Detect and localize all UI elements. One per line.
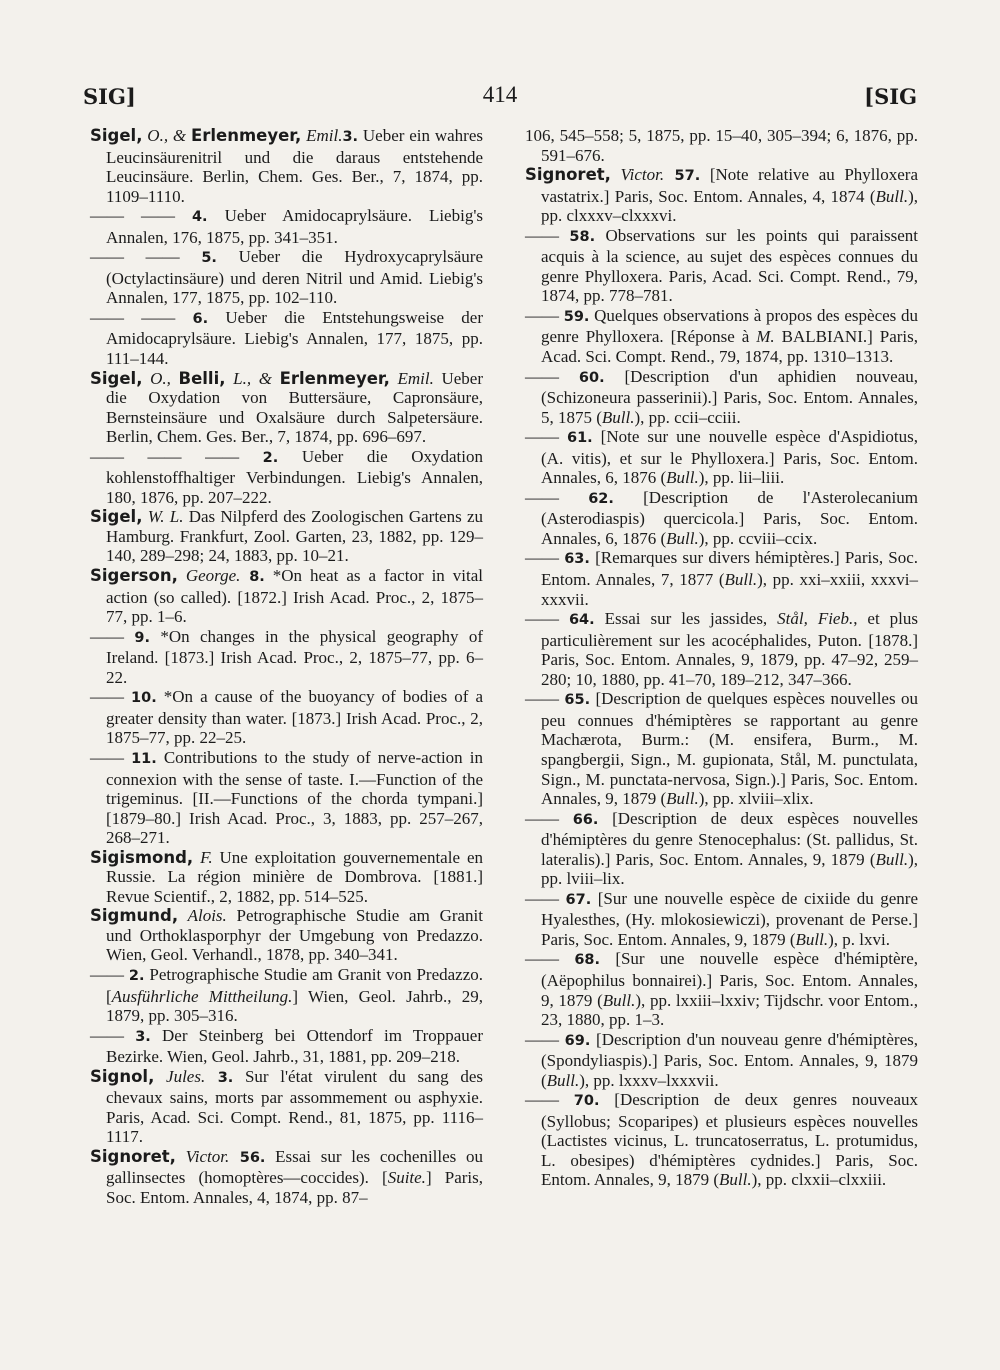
entry-text: 106, 545–558; 5, 1875, pp. 15–40, 305–394; 6, 1876, pp. 591–676.: [525, 126, 918, 165]
entry-italic: Stål, Fieb.: [777, 609, 854, 629]
author-name: Erlenmeyer,: [190, 126, 302, 145]
bibliography-entry: [525, 609, 918, 689]
entry-number: 60.: [578, 369, 605, 386]
entry-text: Petrographische Studie am Granit und Orthoklasporphyr der Umgebung von Predazzo. Wien, Geol. Verhandl., 1878, pp. 340–341.: [106, 906, 483, 965]
author-name: Signoret,: [525, 165, 611, 185]
author-name: Sigmund,: [90, 906, 179, 926]
entry-text: Essai sur les jassides,: [594, 609, 778, 629]
author-name: Sigismond,: [90, 847, 194, 867]
entry-text: [Description de deux genres nouveaux (Syllobus; Scoparipes) et plusieurs espèces nouvelles (Lactistes vicinus, L. truncatoserratus, L. protumidus, L. obesipes) d'hémiptères cydnides.] Paris, Soc. Entom. Annales, 9, 1879 (: [541, 1090, 918, 1190]
entry-number: 64.: [568, 612, 595, 629]
entry-text: *On changes in the physical geography of Ireland. [1873.] Irish Acad. Proc., 2, 1875–77, pp. 6–22.: [106, 626, 484, 687]
bibliography-entry: [90, 965, 483, 1026]
entry-number: 8.: [240, 569, 265, 586]
entry-text: [Remarques sur divers hémiptères.] Paris, Soc. Entom. Annales, 7, 1877 (: [541, 548, 919, 590]
ditto-dash: ——: [525, 305, 564, 325]
entry-text: [Note sur une nouvelle espèce d'Aspidiotus, (A. vitis), et sur le Phylloxera.] Paris, Soc. Entom. Annales, 6, 1876 (: [541, 427, 919, 488]
entry-text: Quelques observations à propos des espèces du genre Phylloxera. [Réponse à: [541, 305, 918, 347]
entry-italic: Bull.: [546, 1070, 580, 1090]
bibliography-entry: [90, 848, 483, 907]
entry-text: Contributions to the study of nerve-action in connexion with the sense of taste. I.—Function of the trigeminus. [II.—Functions of the chorda tympani.] [1879–80.] Irish Acad. Proc., 3, 1883, pp. 257–267, 268–271.: [106, 747, 483, 848]
entry-number: 2.: [262, 449, 279, 466]
entry-italic: Bull.: [875, 186, 909, 206]
author-given-name: O.,: [142, 368, 179, 388]
ditto-dash: ——: [525, 689, 565, 709]
bibliography-entry: [525, 427, 918, 488]
entry-text: [Sur une nouvelle espèce de cixiide du genre Hyalesthes, (Hy. mlokosiewiczi), provenant de Perse.] Paris, Soc. Entom. Annales, 9, 1879 (: [541, 888, 919, 949]
bibliography-entry: [525, 488, 918, 549]
ditto-dash: ——: [90, 626, 135, 646]
entry-number: 58.: [569, 228, 596, 245]
ditto-dash: ——: [525, 548, 565, 568]
entry-text: ), pp. ccviii–ccix.: [698, 528, 818, 548]
bibliography-entry: [525, 1030, 918, 1091]
ditto-dash: ——: [525, 949, 575, 969]
entry-italic: Bull.: [602, 990, 636, 1010]
bibliography-entry: [525, 226, 918, 306]
entry-text: ), pp. xlviii–xlix.: [698, 789, 814, 809]
bibliography-entry: [525, 1090, 918, 1190]
right-column: [525, 126, 918, 1190]
bibliography-entry: [90, 566, 483, 627]
author-given-name: Emil.: [301, 126, 343, 145]
entry-text: ), pp. lviii–lix.: [541, 849, 918, 889]
bibliography-entry: [90, 308, 483, 369]
entry-italic: Suite.: [387, 1168, 426, 1188]
entry-text: ), pp. ccii–cciii.: [634, 407, 741, 427]
ditto-dash: ——: [90, 687, 132, 707]
ditto-dash: ——: [525, 609, 569, 629]
ditto-dash: ——: [90, 747, 132, 767]
ditto-dash: ——: [525, 366, 579, 386]
entry-text: [Description de l'Asterolecanium (Asterodiaspis) quercicola.] Paris, Soc. Entom. Annales, 6, 1876 (: [541, 487, 918, 548]
entry-number: 5.: [201, 250, 217, 267]
bibliography-entry: [90, 1026, 483, 1067]
bibliography-entry: [525, 548, 918, 609]
ditto-dash: —— ——: [90, 247, 202, 267]
entry-text: [Description de deux espèces nouvelles d'hémiptères du genre Stenocephalus: (St. pallidus, St. lateralis).] Paris, Soc. Entom. Annales, 9, 1879 (: [541, 808, 918, 869]
bibliography-entry: [90, 687, 483, 748]
entry-number: 62.: [588, 490, 614, 507]
bibliography-entry: [90, 1067, 483, 1147]
entry-text: Observations sur les points qui paraissent acquis à la science, au sujet des espèces connues du genre Phylloxera. Paris, Acad. Sci. Compt. Rend., 79, 1874, pp. 778–781.: [541, 225, 918, 306]
entry-text: Der Steinberg bei Ottendorf im Troppauer Bezirke. Wien, Geol. Jahrb., 31, 1881, pp. 209–218.: [106, 1025, 484, 1067]
ditto-dash: ——: [525, 427, 567, 447]
entry-text: [Description d'un nouveau genre d'hémiptères, (Spondyliaspis).] Paris, Soc. Entom. Annales, 9, 1879 (: [541, 1029, 918, 1090]
entry-number: 3.: [342, 129, 359, 145]
author-given-name: L., &: [225, 368, 280, 388]
entry-number: 63.: [564, 551, 590, 568]
entry-text: *On heat as a factor in vital action (so called). [1872.] Irish Acad. Proc., 2, 1875–77, pp. 1–6.: [106, 566, 483, 627]
bibliography-entry: [525, 809, 918, 889]
ditto-dash: —— ——: [90, 206, 192, 226]
author-given-name: Emil.: [389, 368, 434, 388]
entry-number: 68.: [574, 952, 600, 969]
entry-number: 67.: [565, 891, 592, 908]
author-given-name: Victor.: [610, 165, 665, 185]
entry-number: 56.: [229, 1149, 266, 1166]
author-name: Signoret,: [90, 1146, 176, 1166]
running-head-left: SIG]: [83, 84, 136, 109]
entry-italic: Bull.: [666, 528, 699, 548]
entry-italic: Bull.: [795, 929, 829, 949]
entry-text: Ueber die Hydroxycaprylsäure (Octylactinsäure) und deren Nitril und Amid. Liebig's Annalen, 177, 1875, pp. 102–110.: [106, 247, 484, 308]
ditto-dash: ——: [90, 964, 129, 984]
page-number: 414: [482, 82, 518, 107]
entry-text: ), p. lxvi.: [828, 929, 890, 949]
ditto-dash: ——: [525, 487, 589, 507]
entry-number: 57.: [664, 168, 701, 185]
bibliography-entry: [525, 306, 918, 367]
bibliography-entry: [90, 507, 483, 566]
author-given-name: Alois.: [178, 906, 227, 926]
entry-text: ), pp. clxxii–clxxiii.: [751, 1170, 887, 1190]
entry-text: ] Wien, Geol. Jahrb., 29, 1879, pp. 305–316.: [106, 986, 483, 1026]
ditto-dash: ——: [525, 888, 566, 908]
left-column: [90, 126, 483, 1208]
bibliography-entry: [525, 165, 918, 226]
entry-number: 69.: [564, 1032, 591, 1049]
running-head-right: [SIG: [864, 84, 917, 109]
entry-number: 11.: [131, 750, 157, 767]
entry-number: 59.: [563, 308, 590, 325]
bibliography-entry: [90, 247, 483, 308]
entry-italic: Bull.: [666, 468, 699, 488]
entry-italic: M.: [756, 327, 775, 347]
entry-text: Ueber die Oxydation von Buttersäure, Capronsäure, Bernsteinsäure und Oxalsäure durch Salpetersäure. Berlin, Chem. Ges. Ber., 7, 1874, pp. 696–697.: [106, 368, 484, 447]
entry-text: ), pp. xxi–xxiii, xxxvi–xxxvii.: [541, 570, 919, 609]
entry-italic: Bull.: [719, 1170, 752, 1190]
bibliography-entry: [90, 447, 483, 508]
page-header: [83, 84, 917, 114]
author-given-name: Jules.: [154, 1066, 206, 1086]
entry-text: ] Paris, Soc. Entom. Annales, 4, 1874, pp. 87–: [106, 1168, 483, 1207]
ditto-dash: ——: [525, 1029, 565, 1049]
entry-text: Ueber Amidocaprylsäure. Liebig's Annalen, 176, 1875, pp. 341–351.: [106, 206, 483, 247]
ditto-dash: ——: [90, 1025, 136, 1045]
entry-italic: Bull.: [666, 789, 699, 809]
entry-number: 70.: [573, 1093, 600, 1110]
entry-text: [Note relative au Phylloxera vastatrix.] Paris, Soc. Entom. Annales, 4, 1874 (: [541, 165, 918, 206]
entry-number: 65.: [564, 692, 591, 709]
entry-text: BALBIANI.] Paris, Acad. Sci. Compt. Rend., 79, 1874, pp. 1310–1313.: [541, 327, 918, 367]
bibliography-entry: [90, 126, 483, 206]
bibliography-entry: [525, 889, 918, 950]
author-name: Sigerson,: [90, 566, 178, 586]
entry-text: , et plus particulièrement sur les acocéphalides, Puton. [1878.] Paris, Soc. Entom. Annales, 9, 1879, pp. 47–92, 259–280; 10, 1880, pp. 41–70, 189–212, 347–366.: [541, 609, 918, 689]
author-name: Sigel,: [90, 126, 143, 145]
entry-text: Essai sur les cochenilles ou gallinsectes (homoptères—coccides). [: [106, 1146, 483, 1188]
entry-number: 6.: [192, 310, 209, 327]
author-name: Sigel,: [90, 368, 143, 388]
entry-text: Sur l'état virulent du sang des chevaux sains, morts par assommement ou asphyxie. Paris, Acad. Sci. Compt. Rend., 81, 1875, pp. 1116–1117.: [106, 1066, 483, 1147]
entry-text: [Sur une nouvelle espèce d'hémiptère, (Aëpophilus bonnairei).] Paris, Soc. Entom. Annales, 9, 1879 (: [541, 949, 918, 1010]
entry-text: ), pp. lxxxv–lxxxvii.: [579, 1070, 719, 1090]
author-name: Erlenmeyer,: [279, 368, 390, 388]
bibliography-entry: [90, 369, 483, 447]
author-given-name: George.: [177, 566, 241, 586]
entry-number: 10.: [131, 690, 157, 707]
ditto-dash: —— ——: [90, 307, 193, 327]
entry-text: Petrographische Studie am Granit von Predazzo. [: [106, 964, 484, 1006]
entry-text: ), pp. lii–liii.: [698, 468, 785, 488]
entry-number: 66.: [572, 811, 599, 828]
bibliography-entry: [525, 949, 918, 1029]
entry-text: ), pp. lxxiii–lxxiv; Tijdschr. voor Entom., 23, 1880, pp. 1–3.: [541, 990, 918, 1030]
entry-text: Ueber die Oxydation kohlenstoffhaltiger Verbindungen. Liebig's Annalen, 180, 1876, pp. 207–222.: [106, 446, 483, 507]
entry-number: 2.: [128, 967, 145, 984]
bibliography-entry: [90, 627, 483, 688]
entry-text: Une exploitation gouvernementale en Russie. La région minière de Dombrova. [1881.] Revue Scientif., 2, 1882, pp. 514–525.: [106, 847, 483, 906]
bibliography-entry: [525, 126, 918, 165]
entry-text: Ueber die Entstehungsweise der Amidocaprylsäure. Liebig's Annalen, 177, 1875, pp. 111–144.: [106, 307, 484, 369]
entry-number: 61.: [567, 430, 593, 447]
ditto-dash: —— —— ——: [90, 446, 263, 466]
author-name: Sigel,: [90, 507, 143, 527]
author-given-name: O., &: [142, 126, 191, 145]
entry-text: *On a cause of the buoyancy of bodies of a greater density than water. [1873.] Irish Acad. Proc., 2, 1875–77, pp. 22–25.: [106, 687, 483, 748]
entry-number: 3.: [135, 1028, 151, 1045]
author-given-name: Victor.: [175, 1146, 230, 1166]
bibliography-entry: [90, 206, 483, 247]
bibliography-entry: [525, 689, 918, 808]
bibliography-entry: [90, 906, 483, 965]
entry-number: 9.: [134, 629, 150, 646]
entry-text: Ueber ein wahres Leucinsäurenitril und die daraus entstehende Leucinsäure. Berlin, Chem. Ges. Ber., 7, 1874, pp. 1109–1110.: [106, 126, 483, 206]
bibliography-entry: [90, 748, 483, 848]
bibliography-entry: [525, 367, 918, 428]
ditto-dash: ——: [525, 808, 573, 828]
entry-number: 3.: [205, 1069, 234, 1086]
entry-number: 4.: [191, 209, 208, 226]
ditto-dash: ——: [525, 1090, 574, 1110]
ditto-dash: ——: [525, 225, 570, 245]
author-given-name: F.: [193, 847, 213, 867]
author-name: Signol,: [90, 1066, 155, 1086]
entry-italic: Bull.: [875, 849, 909, 869]
entry-text: [Description d'un aphidien nouveau, (Schizoneura passerinii).] Paris, Soc. Entom. Annales, 5, 1875 (: [541, 366, 919, 427]
author-given-name: W. L.: [142, 507, 184, 527]
entry-text: [Description de quelques espèces nouvelles ou peu connues d'hémiptères se rapportant au genre Machærota, Burm.: (M. ensifera, Burm., M. spangbergii, Sign., M. gupionata, Stål, M. punctulata, Sign., M. punctata-nervosa, Sign.).] Paris, Soc. Entom. Annales, 9, 1879 (: [541, 689, 918, 809]
entry-italic: Bull.: [724, 570, 758, 590]
bibliography-entry: [90, 1147, 483, 1208]
author-name: Belli,: [178, 368, 226, 388]
entry-text: ), pp. clxxxv–clxxxvi.: [541, 186, 918, 226]
entry-italic: Ausführliche Mittheilung.: [111, 986, 293, 1006]
entry-italic: Bull.: [601, 407, 635, 427]
entry-text: Das Nilpferd des Zoologischen Gartens zu Hamburg. Frankfurt, Zool. Garten, 23, 1882, pp. 129–140, 289–298; 24, 1883, pp. 10–21.: [106, 507, 483, 566]
